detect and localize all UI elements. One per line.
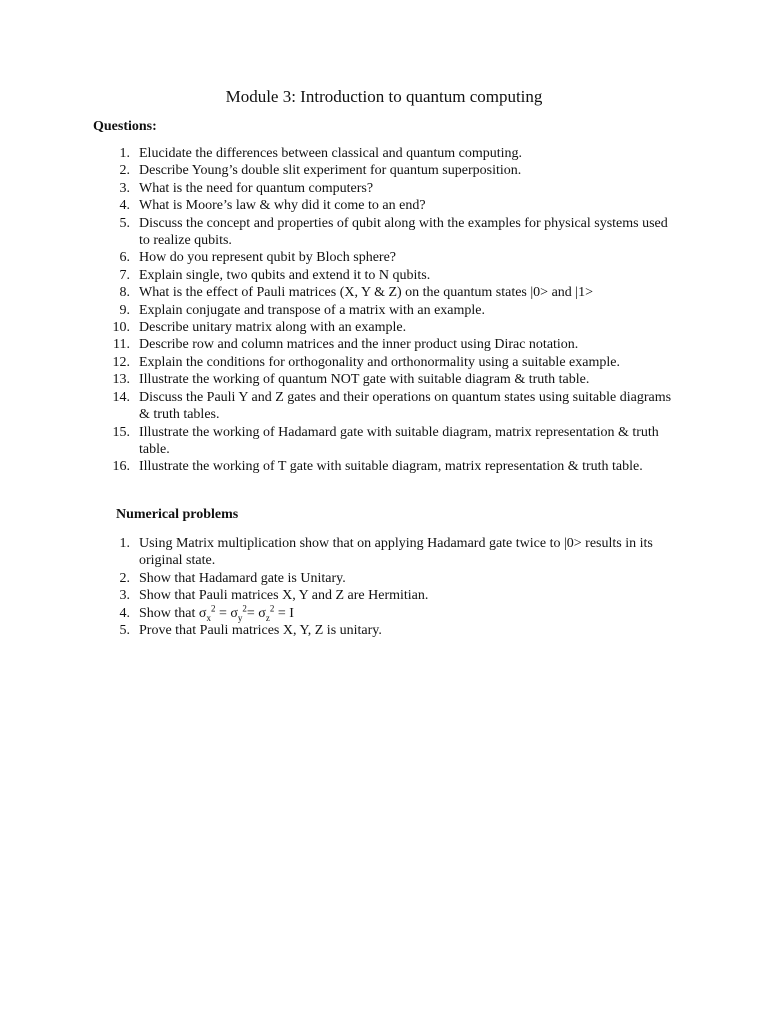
item-text: Discuss the Pauli Y and Z gates and their operations on quantum states using suitable diagrams & truth tables. <box>139 389 672 423</box>
subscript-z: z <box>265 612 270 623</box>
numerical-problems-list <box>0 535 768 639</box>
item-text: Explain the conditions for orthogonality and orthonormality using a suitable example. <box>139 354 620 370</box>
item-number: 6. <box>119 250 130 266</box>
item-number: 3. <box>119 588 130 604</box>
item-number: 16. <box>112 459 130 475</box>
question-item <box>0 354 768 371</box>
item-number: 7. <box>119 267 130 283</box>
item-text: Describe Young’s double slit experiment for quantum superposition. <box>139 163 522 179</box>
item-text: Prove that Pauli matrices X, Y, Z is unitary. <box>139 623 382 639</box>
pauli-squares-equation <box>139 602 679 623</box>
question-item <box>0 389 768 424</box>
item-text: Elucidate the differences between classical and quantum computing. <box>139 146 523 161</box>
item-text: What is Moore’s law & why did it come to an end? <box>139 198 426 214</box>
equation-mid: = σ <box>246 605 266 621</box>
page-title: Module 3: Introduction to quantum computing <box>225 87 543 106</box>
item-number: 5. <box>119 215 130 231</box>
superscript-2: 2 <box>242 602 247 613</box>
problem-item <box>0 602 768 623</box>
item-number: 2. <box>119 570 130 586</box>
question-item <box>0 249 768 266</box>
item-number: 14. <box>112 389 130 405</box>
question-item <box>0 162 768 179</box>
question-item <box>0 215 768 250</box>
question-item <box>0 319 768 336</box>
question-item <box>0 424 768 459</box>
item-text: Illustrate the working of quantum NOT gate with suitable diagram & truth table. <box>139 372 590 388</box>
item-text: Show that Hadamard gate is Unitary. <box>139 570 346 586</box>
item-text: Illustrate the working of T gate with suitable diagram, matrix representation & truth table. <box>139 459 643 475</box>
item-number: 1. <box>119 146 130 161</box>
question-item <box>0 284 768 301</box>
item-number: 9. <box>119 302 130 318</box>
equation-tail: = I <box>274 605 294 621</box>
question-item <box>0 145 768 162</box>
subscript-y: y <box>237 612 243 623</box>
item-text: Describe row and column matrices and the inner product using Dirac notation. <box>139 337 579 353</box>
problem-item <box>0 587 768 604</box>
question-item <box>0 197 768 214</box>
item-number: 4. <box>119 198 130 214</box>
item-text: Illustrate the working of Hadamard gate with suitable diagram, matrix representation & truth table. <box>139 424 659 457</box>
question-item <box>0 302 768 319</box>
item-number: 4. <box>119 605 130 621</box>
question-item <box>0 458 768 475</box>
equation-lead: Show that σ <box>139 605 207 621</box>
numerical-problems-heading: Numerical problems <box>116 507 239 522</box>
item-number: 13. <box>112 372 130 388</box>
item-number: 3. <box>119 180 130 196</box>
equation-mid: = σ <box>215 605 238 621</box>
problem-item <box>0 570 768 587</box>
item-number: 1. <box>119 536 130 551</box>
superscript-2: 2 <box>269 602 275 613</box>
question-item <box>0 267 768 284</box>
superscript-2: 2 <box>210 602 216 613</box>
item-text: Show that Pauli matrices X, Y and Z are Hermitian. <box>139 588 429 604</box>
item-text: What is the effect of Pauli matrices (X, Y & Z) on the quantum states |0> and |1> <box>139 285 593 301</box>
questions-list <box>0 145 768 476</box>
question-item <box>0 371 768 388</box>
question-item <box>0 180 768 197</box>
item-number: 11. <box>113 337 130 353</box>
item-text: How do you represent qubit by Bloch sphere? <box>139 250 396 266</box>
item-number: 15. <box>112 424 130 440</box>
item-text: Describe unitary matrix along with an example. <box>139 320 407 336</box>
subscript-x: x <box>206 612 211 623</box>
item-text: Discuss the concept and properties of qubit along with the examples for physical systems used to realize qubits. <box>139 215 668 249</box>
item-text: Explain single, two qubits and extend it to N qubits. <box>139 267 431 283</box>
question-item <box>0 336 768 353</box>
item-number: 12. <box>112 354 130 370</box>
item-text: Explain conjugate and transpose of a matrix with an example. <box>139 302 486 318</box>
item-number: 2. <box>119 163 130 179</box>
item-number: 10. <box>112 320 130 336</box>
item-text: What is the need for quantum computers? <box>139 180 374 196</box>
item-text: Using Matrix multiplication show that on applying Hadamard gate twice to |0> results in its original state. <box>139 536 653 569</box>
item-number: 5. <box>119 623 130 639</box>
problem-item <box>0 622 768 639</box>
item-number: 8. <box>119 285 130 301</box>
problem-item <box>0 535 768 570</box>
questions-heading: Questions: <box>93 119 157 134</box>
